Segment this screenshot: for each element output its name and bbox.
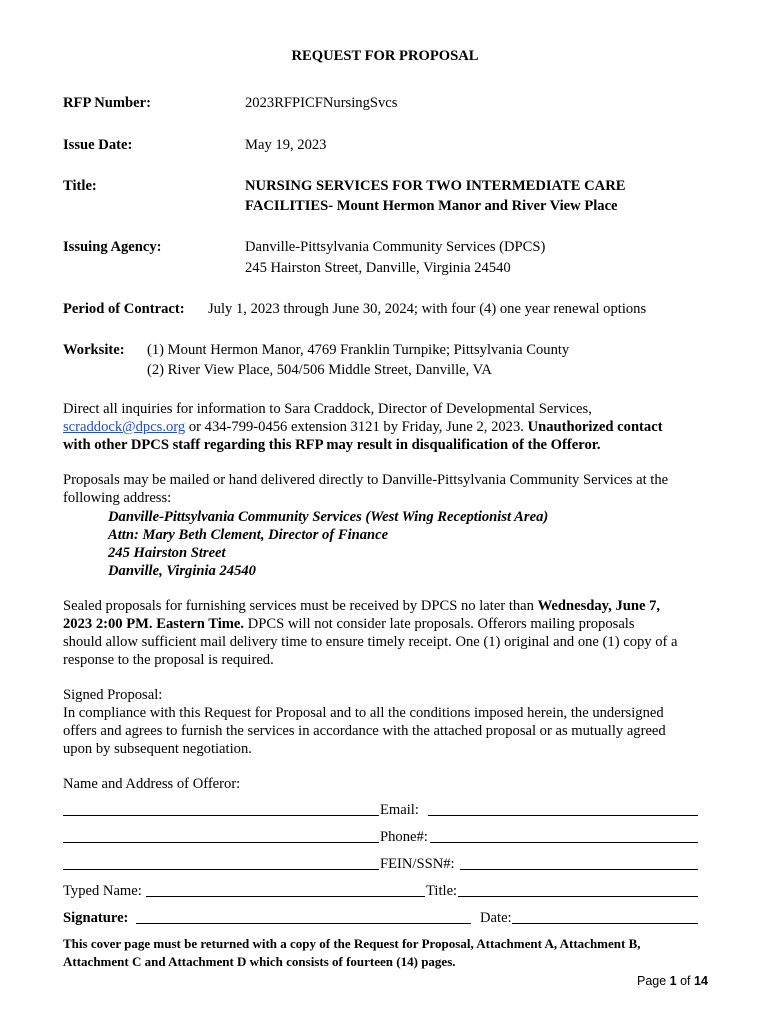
- name-address-label: Name and Address of Offeror:: [63, 776, 241, 792]
- issue-date-value: May 19, 2023: [245, 137, 327, 153]
- inquiry-email-link[interactable]: scraddock@dpcs.org: [63, 419, 186, 435]
- issuing-agency-line2: 245 Hairston Street, Danville, Virginia 24540: [245, 260, 511, 276]
- page-of-word: of: [676, 974, 694, 988]
- period-value: July 1, 2023 through June 30, 2024; with four (4) one year renewal options: [208, 301, 647, 317]
- phone-line[interactable]: [430, 842, 698, 843]
- worksite-line2: (2) River View Place, 504/506 Middle Street, Danville, VA: [147, 362, 492, 378]
- sealed-text: Sealed proposals for furnishing services must be received by DPCS no later than: [63, 598, 538, 614]
- inquiries-warning-part2: with other DPCS staff regarding this RFP may result in disqualification of the Offeror.: [63, 437, 601, 453]
- signed-line2: offers and agrees to furnish the services in accordance with the attached proposal or as mutually agreed: [63, 723, 666, 739]
- typed-name-line[interactable]: [146, 896, 425, 897]
- title-field-line[interactable]: [458, 896, 698, 897]
- cover-note-line2: Attachment C and Attachment D which consists of fourteen (14) pages.: [63, 954, 456, 969]
- mailing-intro-line2: following address:: [63, 490, 172, 506]
- page-word: Page: [637, 974, 670, 988]
- mailing-address-line: 245 Hairston Street: [108, 545, 226, 561]
- inquiries-line2: [63, 418, 663, 436]
- mailing-intro-line1: Proposals may be mailed or hand delivered directly to Danville-Pittsylvania Community Services at the: [63, 472, 669, 488]
- address-line-2[interactable]: [63, 842, 379, 843]
- sealed-deadline-date: Wednesday, June 7,: [537, 598, 661, 614]
- mailing-address-line: Danville-Pittsylvania Community Services (West Wing Receptionist Area): [108, 509, 549, 525]
- title-value-line2: FACILITIES- Mount Hermon Manor and River View Place: [245, 198, 618, 214]
- signature-label: Signature:: [63, 910, 129, 926]
- sealed-line3: should allow sufficient mail delivery time to ensure timely receipt. One (1) original and one (1) copy of a: [63, 634, 678, 650]
- page-title: REQUEST FOR PROPOSAL: [291, 48, 479, 64]
- address-line-1[interactable]: [63, 815, 379, 816]
- signed-line3: upon by subsequent negotiation.: [63, 741, 252, 757]
- issuing-agency-line1: Danville-Pittsylvania Community Services (DPCS): [245, 239, 546, 255]
- email-label: Email:: [380, 802, 419, 818]
- period-label: Period of Contract:: [63, 301, 185, 317]
- title-field-label: Title:: [426, 883, 458, 899]
- page-number: [637, 972, 708, 990]
- title-value-line1: NURSING SERVICES FOR TWO INTERMEDIATE CARE: [245, 178, 626, 194]
- worksite-line1: (1) Mount Hermon Manor, 4769 Franklin Turnpike; Pittsylvania County: [147, 342, 570, 358]
- mailing-address-line: Attn: Mary Beth Clement, Director of Finance: [108, 527, 389, 543]
- page-total: 14: [694, 974, 708, 988]
- worksite-label: Worksite:: [63, 342, 125, 358]
- cover-note-line1: This cover page must be returned with a copy of the Request for Proposal, Attachment A, Attachment B,: [63, 936, 641, 951]
- inquiries-phone-text: or 434-799-0456 extension 3121 by Friday, June 2, 2023.: [185, 419, 528, 435]
- issuing-agency-label: Issuing Agency:: [63, 239, 162, 255]
- address-line-3[interactable]: [63, 869, 379, 870]
- signed-line1: In compliance with this Request for Proposal and to all the conditions imposed herein, the undersigned: [63, 705, 664, 721]
- page-current: 1: [669, 974, 677, 988]
- date-line[interactable]: [512, 923, 698, 924]
- sealed-line2: [63, 615, 635, 633]
- sealed-late-text: DPCS will not consider late proposals. Offerors mailing proposals: [244, 616, 635, 632]
- inquiries-warning-part1: Unauthorized contact: [527, 419, 663, 435]
- issue-date-label: Issue Date:: [63, 137, 133, 153]
- rfp-number-label: RFP Number:: [63, 95, 151, 111]
- date-label: Date:: [480, 910, 512, 926]
- fein-label: FEIN/SSN#:: [380, 856, 455, 872]
- fein-line[interactable]: [460, 869, 698, 870]
- email-line[interactable]: [428, 815, 698, 816]
- signed-heading: Signed Proposal:: [63, 687, 163, 703]
- phone-label: Phone#:: [380, 829, 428, 845]
- signature-line[interactable]: [136, 923, 471, 924]
- rfp-number-value: 2023RFPICFNursingSvcs: [245, 95, 398, 111]
- sealed-deadline-time: 2023 2:00 PM. Eastern Time.: [63, 616, 245, 632]
- inquiries-line1: Direct all inquiries for information to Sara Craddock, Director of Developmental Services,: [63, 401, 592, 417]
- mailing-address-line: Danville, Virginia 24540: [108, 563, 256, 579]
- sealed-line4: response to the proposal is required.: [63, 652, 274, 668]
- typed-name-label: Typed Name:: [63, 883, 142, 899]
- title-label: Title:: [63, 178, 97, 194]
- sealed-line1: [63, 597, 660, 615]
